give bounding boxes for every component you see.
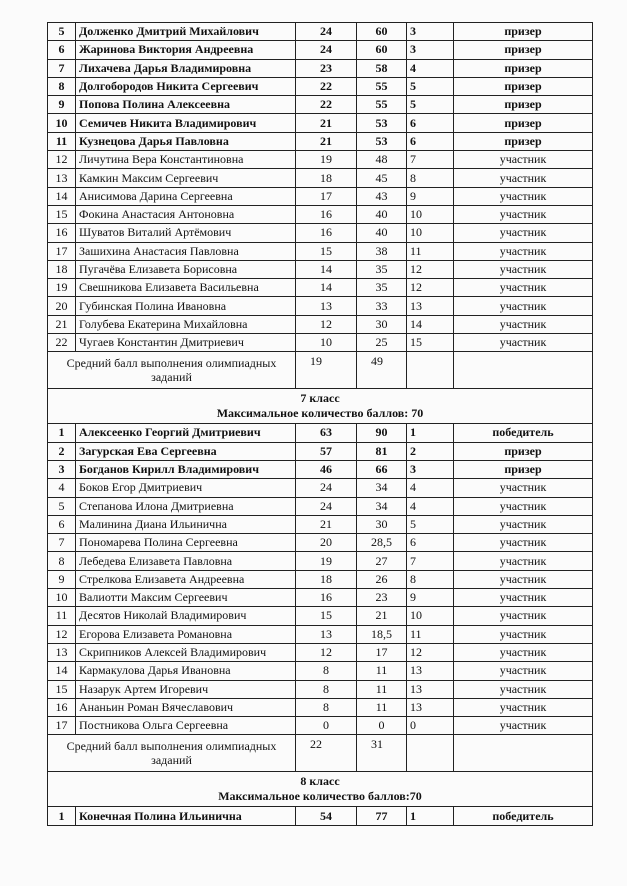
- participant-name: Стрелкова Елизавета Андреевна: [76, 570, 296, 588]
- place-cell: 6: [407, 534, 454, 552]
- place-cell: 12: [407, 279, 454, 297]
- participant-name: Долженко Дмитрий Михайлович: [76, 23, 296, 41]
- percent-cell: 55: [357, 77, 407, 95]
- place-cell: 12: [407, 260, 454, 278]
- row-number: 12: [48, 151, 76, 169]
- points-cell: 24: [296, 23, 357, 41]
- status-cell: призер: [454, 96, 593, 114]
- percent-cell: 27: [357, 552, 407, 570]
- table-row: [48, 479, 593, 497]
- row-number: 10: [48, 114, 76, 132]
- points-cell: 22: [296, 96, 357, 114]
- status-cell: участник: [454, 570, 593, 588]
- status-cell: участник: [454, 224, 593, 242]
- place-cell: 10: [407, 224, 454, 242]
- place-cell: 6: [407, 114, 454, 132]
- points-cell: 23: [296, 59, 357, 77]
- table-row: [48, 59, 593, 77]
- table-row: [48, 132, 593, 150]
- participant-name: Шуватов Виталий Артёмович: [76, 224, 296, 242]
- row-number: 5: [48, 497, 76, 515]
- table-row: [48, 717, 593, 735]
- status-cell: призер: [454, 77, 593, 95]
- percent-cell: 43: [357, 187, 407, 205]
- place-cell: 5: [407, 515, 454, 533]
- participant-name: Пугачёва Елизавета Борисовна: [76, 260, 296, 278]
- points-cell: 21: [296, 114, 357, 132]
- table-row: [48, 114, 593, 132]
- table-row: [48, 643, 593, 661]
- status-cell: призер: [454, 59, 593, 77]
- status-cell: участник: [454, 297, 593, 315]
- place-cell: 6: [407, 132, 454, 150]
- status-cell: участник: [454, 607, 593, 625]
- place-cell: 4: [407, 497, 454, 515]
- percent-cell: 33: [357, 297, 407, 315]
- olympiad-results-table: [47, 22, 593, 826]
- place-cell: 10: [407, 607, 454, 625]
- table-row: [48, 460, 593, 478]
- grade8-header: [48, 772, 593, 807]
- row-number: 16: [48, 698, 76, 716]
- participant-name: Камкин Максим Сергеевич: [76, 169, 296, 187]
- status-cell: участник: [454, 680, 593, 698]
- table-row: [48, 607, 593, 625]
- average-row: [48, 352, 593, 389]
- average-empty-cell: [454, 735, 593, 772]
- points-cell: 24: [296, 479, 357, 497]
- points-cell: 16: [296, 224, 357, 242]
- table-row: [48, 497, 593, 515]
- table-row: [48, 96, 593, 114]
- participant-name: Ананьин Роман Вячеславович: [76, 698, 296, 716]
- points-cell: 12: [296, 315, 357, 333]
- place-cell: 8: [407, 169, 454, 187]
- participant-name: Зашихина Анастасия Павловна: [76, 242, 296, 260]
- points-cell: 21: [296, 515, 357, 533]
- participant-name: Жаринова Виктория Андреевна: [76, 41, 296, 59]
- percent-cell: 35: [357, 279, 407, 297]
- percent-cell: 25: [357, 334, 407, 352]
- points-cell: 63: [296, 424, 357, 442]
- status-cell: участник: [454, 497, 593, 515]
- grade7-header: [48, 389, 593, 424]
- participant-name: Богданов Кирилл Владимирович: [76, 460, 296, 478]
- participant-name: Кармакулова Дарья Ивановна: [76, 662, 296, 680]
- points-cell: 24: [296, 41, 357, 59]
- participant-name: Фокина Анастасия Антоновна: [76, 205, 296, 223]
- participant-name: Семичев Никита Владимирович: [76, 114, 296, 132]
- table-row: [48, 534, 593, 552]
- place-cell: 9: [407, 187, 454, 205]
- status-cell: призер: [454, 442, 593, 460]
- percent-cell: 45: [357, 169, 407, 187]
- percent-cell: 11: [357, 698, 407, 716]
- percent-cell: 34: [357, 479, 407, 497]
- place-cell: 1: [407, 807, 454, 825]
- percent-cell: 55: [357, 96, 407, 114]
- row-number: 11: [48, 607, 76, 625]
- participant-name: Личутина Вера Константиновна: [76, 151, 296, 169]
- place-cell: 13: [407, 698, 454, 716]
- participant-name: Алексеенко Георгий Дмитриевич: [76, 424, 296, 442]
- table-row: [48, 205, 593, 223]
- participant-name: Свешникова Елизавета Васильевна: [76, 279, 296, 297]
- place-cell: 15: [407, 334, 454, 352]
- table-row: [48, 151, 593, 169]
- row-number: 6: [48, 515, 76, 533]
- percent-cell: 48: [357, 151, 407, 169]
- table-row: [48, 77, 593, 95]
- percent-cell: 0: [357, 717, 407, 735]
- table-row: [48, 169, 593, 187]
- place-cell: 13: [407, 297, 454, 315]
- table-row: [48, 224, 593, 242]
- status-cell: участник: [454, 205, 593, 223]
- row-number: 7: [48, 59, 76, 77]
- status-cell: участник: [454, 515, 593, 533]
- status-cell: участник: [454, 187, 593, 205]
- place-cell: 7: [407, 151, 454, 169]
- grade8-rows: [48, 807, 593, 825]
- average-label: Средний балл выполнения олимпиадных заданий: [48, 352, 296, 389]
- status-cell: призер: [454, 132, 593, 150]
- table-row: [48, 334, 593, 352]
- points-cell: 16: [296, 205, 357, 223]
- participant-name: Боков Егор Дмитриевич: [76, 479, 296, 497]
- status-cell: участник: [454, 169, 593, 187]
- status-cell: участник: [454, 315, 593, 333]
- table-row: [48, 442, 593, 460]
- row-number: 10: [48, 589, 76, 607]
- points-cell: 13: [296, 625, 357, 643]
- participant-name: Губинская Полина Ивановна: [76, 297, 296, 315]
- row-number: 15: [48, 205, 76, 223]
- grade-header-cell: [48, 389, 593, 424]
- points-cell: 15: [296, 242, 357, 260]
- status-cell: участник: [454, 662, 593, 680]
- points-cell: 12: [296, 643, 357, 661]
- percent-cell: 28,5: [357, 534, 407, 552]
- table-row: [48, 260, 593, 278]
- participant-name: Лихачева Дарья Владимировна: [76, 59, 296, 77]
- row-number: 4: [48, 479, 76, 497]
- participant-name: Анисимова Дарина Сергеевна: [76, 187, 296, 205]
- participant-name: Чугаев Константин Дмитриевич: [76, 334, 296, 352]
- status-cell: участник: [454, 242, 593, 260]
- participant-name: Скрипников Алексей Владимирович: [76, 643, 296, 661]
- row-number: 8: [48, 552, 76, 570]
- points-cell: 8: [296, 680, 357, 698]
- status-cell: участник: [454, 552, 593, 570]
- place-cell: 10: [407, 205, 454, 223]
- row-number: 17: [48, 242, 76, 260]
- table-row: [48, 279, 593, 297]
- row-number: 14: [48, 662, 76, 680]
- status-cell: участник: [454, 260, 593, 278]
- row-number: 6: [48, 41, 76, 59]
- points-cell: 54: [296, 807, 357, 825]
- table-row: [48, 297, 593, 315]
- place-cell: 5: [407, 96, 454, 114]
- points-cell: 14: [296, 279, 357, 297]
- row-number: 2: [48, 442, 76, 460]
- status-cell: участник: [454, 334, 593, 352]
- points-cell: 0: [296, 717, 357, 735]
- grade7-rows: [48, 424, 593, 735]
- row-number: 7: [48, 534, 76, 552]
- points-cell: 18: [296, 169, 357, 187]
- percent-cell: 35: [357, 260, 407, 278]
- grade-title: 7 класс: [300, 391, 340, 406]
- row-number: 17: [48, 717, 76, 735]
- row-number: 22: [48, 334, 76, 352]
- row-number: 19: [48, 279, 76, 297]
- place-cell: 5: [407, 77, 454, 95]
- participant-name: Постникова Ольга Сергеевна: [76, 717, 296, 735]
- points-cell: 10: [296, 334, 357, 352]
- status-cell: участник: [454, 279, 593, 297]
- participant-name: Голубева Екатерина Михайловна: [76, 315, 296, 333]
- points-cell: 24: [296, 497, 357, 515]
- place-cell: 7: [407, 552, 454, 570]
- points-cell: 46: [296, 460, 357, 478]
- participant-name: Степанова Илона Дмитриевна: [76, 497, 296, 515]
- average-label: Средний балл выполнения олимпиадных заданий: [48, 735, 296, 772]
- grade-max-points: Максимальное количество баллов:70: [218, 789, 422, 804]
- points-cell: 14: [296, 260, 357, 278]
- place-cell: 8: [407, 570, 454, 588]
- row-number: 13: [48, 169, 76, 187]
- row-number: 16: [48, 224, 76, 242]
- row-number: 9: [48, 570, 76, 588]
- row-number: 3: [48, 460, 76, 478]
- row-number: 1: [48, 807, 76, 825]
- table-row: [48, 680, 593, 698]
- row-number: 13: [48, 643, 76, 661]
- points-cell: 8: [296, 662, 357, 680]
- points-cell: 19: [296, 552, 357, 570]
- table-row: [48, 807, 593, 825]
- percent-cell: 11: [357, 680, 407, 698]
- points-cell: 20: [296, 534, 357, 552]
- grade6-rows: [48, 23, 593, 352]
- table-row: [48, 242, 593, 260]
- place-cell: 13: [407, 680, 454, 698]
- row-number: 8: [48, 77, 76, 95]
- percent-cell: 60: [357, 41, 407, 59]
- percent-cell: 34: [357, 497, 407, 515]
- status-cell: участник: [454, 643, 593, 661]
- status-cell: участник: [454, 698, 593, 716]
- points-cell: 57: [296, 442, 357, 460]
- status-cell: призер: [454, 23, 593, 41]
- status-cell: призер: [454, 41, 593, 59]
- participant-name: Загурская Ева Сергеевна: [76, 442, 296, 460]
- place-cell: 2: [407, 442, 454, 460]
- average-empty-cell: [407, 735, 454, 772]
- place-cell: 9: [407, 589, 454, 607]
- points-cell: 13: [296, 297, 357, 315]
- place-cell: 11: [407, 625, 454, 643]
- table-row: [48, 41, 593, 59]
- row-number: 15: [48, 680, 76, 698]
- place-cell: 14: [407, 315, 454, 333]
- participant-name: Егорова Елизавета Романовна: [76, 625, 296, 643]
- place-cell: 3: [407, 41, 454, 59]
- place-cell: 12: [407, 643, 454, 661]
- points-cell: 17: [296, 187, 357, 205]
- row-number: 11: [48, 132, 76, 150]
- place-cell: 13: [407, 662, 454, 680]
- percent-cell: 90: [357, 424, 407, 442]
- participant-name: Малинина Диана Ильинична: [76, 515, 296, 533]
- percent-cell: 66: [357, 460, 407, 478]
- percent-cell: 17: [357, 643, 407, 661]
- average-percent: 49: [357, 352, 407, 389]
- table-row: [48, 570, 593, 588]
- table-row: [48, 698, 593, 716]
- table-row: [48, 552, 593, 570]
- points-cell: 19: [296, 151, 357, 169]
- points-cell: 18: [296, 570, 357, 588]
- table-row: [48, 23, 593, 41]
- table-row: [48, 187, 593, 205]
- place-cell: 4: [407, 479, 454, 497]
- percent-cell: 60: [357, 23, 407, 41]
- status-cell: участник: [454, 479, 593, 497]
- percent-cell: 77: [357, 807, 407, 825]
- row-number: 5: [48, 23, 76, 41]
- grade6-average: [48, 352, 593, 389]
- percent-cell: 23: [357, 589, 407, 607]
- status-cell: участник: [454, 625, 593, 643]
- table-row: [48, 589, 593, 607]
- place-cell: 0: [407, 717, 454, 735]
- percent-cell: 18,5: [357, 625, 407, 643]
- percent-cell: 53: [357, 114, 407, 132]
- average-empty-cell: [407, 352, 454, 389]
- grade-header-row: [48, 772, 593, 807]
- points-cell: 21: [296, 132, 357, 150]
- participant-name: Долгобородов Никита Сергеевич: [76, 77, 296, 95]
- participant-name: Кузнецова Дарья Павловна: [76, 132, 296, 150]
- table-row: [48, 625, 593, 643]
- table-row: [48, 515, 593, 533]
- percent-cell: 40: [357, 224, 407, 242]
- percent-cell: 53: [357, 132, 407, 150]
- row-number: 14: [48, 187, 76, 205]
- place-cell: 4: [407, 59, 454, 77]
- row-number: 12: [48, 625, 76, 643]
- participant-name: Назарук Артем Игоревич: [76, 680, 296, 698]
- participant-name: Конечная Полина Ильинична: [76, 807, 296, 825]
- status-cell: призер: [454, 114, 593, 132]
- participant-name: Пономарева Полина Сергеевна: [76, 534, 296, 552]
- grade-header-cell: [48, 772, 593, 807]
- place-cell: 11: [407, 242, 454, 260]
- participant-name: Лебедева Елизавета Павловна: [76, 552, 296, 570]
- grade7-average: [48, 735, 593, 772]
- status-cell: участник: [454, 589, 593, 607]
- points-cell: 8: [296, 698, 357, 716]
- status-cell: призер: [454, 460, 593, 478]
- average-row: [48, 735, 593, 772]
- points-cell: 15: [296, 607, 357, 625]
- status-cell: участник: [454, 534, 593, 552]
- percent-cell: 40: [357, 205, 407, 223]
- table-row: [48, 424, 593, 442]
- average-points: 19: [296, 352, 357, 389]
- row-number: 9: [48, 96, 76, 114]
- participant-name: Валиотти Максим Сергеевич: [76, 589, 296, 607]
- percent-cell: 26: [357, 570, 407, 588]
- percent-cell: 81: [357, 442, 407, 460]
- points-cell: 16: [296, 589, 357, 607]
- place-cell: 1: [407, 424, 454, 442]
- status-cell: участник: [454, 717, 593, 735]
- row-number: 21: [48, 315, 76, 333]
- grade-header-row: [48, 389, 593, 424]
- table-row: [48, 662, 593, 680]
- grade-title: 8 класс: [300, 774, 340, 789]
- place-cell: 3: [407, 23, 454, 41]
- place-cell: 3: [407, 460, 454, 478]
- percent-cell: 30: [357, 515, 407, 533]
- average-points: 22: [296, 735, 357, 772]
- percent-cell: 11: [357, 662, 407, 680]
- grade-max-points: Максимальное количество баллов: 70: [216, 406, 424, 421]
- percent-cell: 58: [357, 59, 407, 77]
- points-cell: 22: [296, 77, 357, 95]
- status-cell: победитель: [454, 807, 593, 825]
- percent-cell: 38: [357, 242, 407, 260]
- row-number: 1: [48, 424, 76, 442]
- row-number: 20: [48, 297, 76, 315]
- participant-name: Десятов Николай Владимирович: [76, 607, 296, 625]
- percent-cell: 30: [357, 315, 407, 333]
- table-row: [48, 315, 593, 333]
- row-number: 18: [48, 260, 76, 278]
- status-cell: победитель: [454, 424, 593, 442]
- status-cell: участник: [454, 151, 593, 169]
- average-percent: 31: [357, 735, 407, 772]
- percent-cell: 21: [357, 607, 407, 625]
- participant-name: Попова Полина Алексеевна: [76, 96, 296, 114]
- average-empty-cell: [454, 352, 593, 389]
